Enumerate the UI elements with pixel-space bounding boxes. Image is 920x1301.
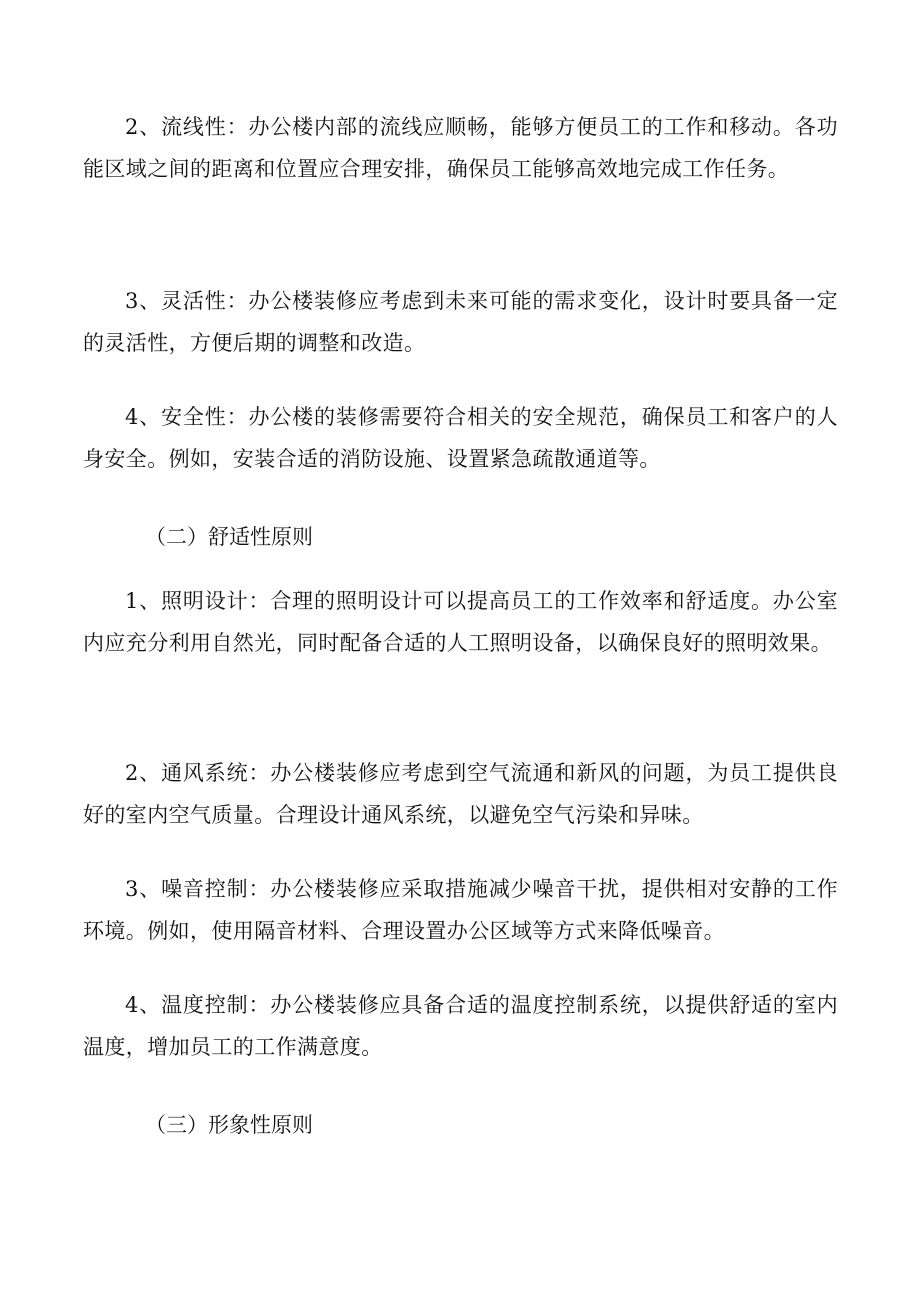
paragraph-flexibility: 3、灵活性：办公楼装修应考虑到未来可能的需求变化，设计时要具备一定的灵活性，方便后期的调整和改造。	[83, 289, 838, 355]
paragraph-lighting: 1、照明设计：合理的照明设计可以提高员工的工作效率和舒适度。办公室内应充分利用自然光，同时配备合适的人工照明设备，以确保良好的照明效果。	[83, 589, 838, 655]
section-heading-image: （三）形象性原则	[145, 1113, 313, 1137]
paragraph-safety: 4、安全性：办公楼的装修需要符合相关的安全规范，确保员工和客户的人身安全。例如，安装合适的消防设施、设置紧急疏散通道等。	[83, 405, 838, 471]
section-heading-comfort: （二）舒适性原则	[145, 525, 313, 549]
paragraph-ventilation: 2、通风系统：办公楼装修应考虑到空气流通和新风的问题，为员工提供良好的室内空气质量。合理设计通风系统，以避免空气污染和异味。	[83, 761, 838, 827]
paragraph-temperature-control: 4、温度控制：办公楼装修应具备合适的温度控制系统，以提供舒适的室内温度，增加员工的工作满意度。	[83, 993, 838, 1059]
paragraph-circulation: 2、流线性：办公楼内部的流线应顺畅，能够方便员工的工作和移动。各功能区域之间的距离和位置应合理安排，确保员工能够高效地完成工作任务。	[83, 115, 838, 181]
paragraph-noise-control: 3、噪音控制：办公楼装修应采取措施减少噪音干扰，提供相对安静的工作环境。例如，使用隔音材料、合理设置办公区域等方式来降低噪音。	[83, 877, 838, 943]
